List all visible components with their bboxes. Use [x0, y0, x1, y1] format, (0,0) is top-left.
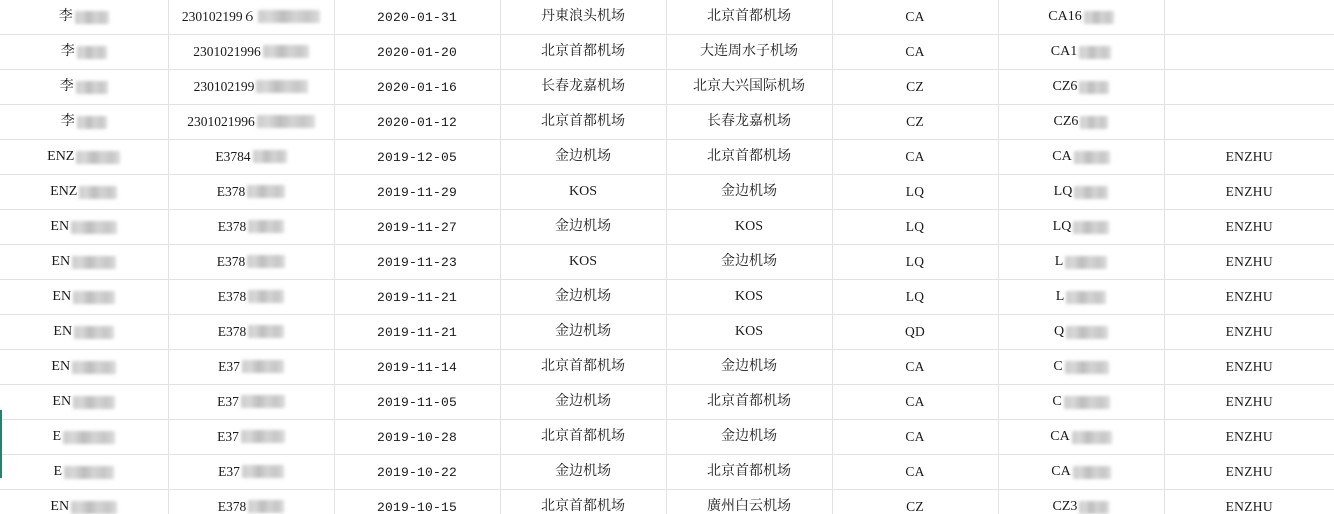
cell-id-number-text: E37 — [217, 429, 239, 444]
cell-source — [1164, 105, 1334, 140]
cell-source — [1164, 210, 1334, 245]
cell-flight-date — [334, 35, 500, 70]
redaction-block — [1084, 11, 1114, 24]
cell-arrival-airport — [666, 35, 832, 70]
cell-airline-code — [832, 175, 998, 210]
cell-arrival-airport-text: KOS — [734, 219, 763, 234]
cell-airline-code — [832, 245, 998, 280]
cell-source-text: ENZHU — [1225, 289, 1273, 304]
cell-id-number-text: 230102199６ — [181, 9, 257, 24]
cell-arrival-airport-text: 北京大兴国际机场 — [693, 79, 805, 94]
redaction-block — [1066, 326, 1108, 339]
redaction-block — [247, 185, 285, 198]
cell-id-number-text: 2301021996 — [193, 44, 261, 59]
redaction-block — [1066, 291, 1106, 304]
redaction-block — [72, 256, 116, 269]
cell-arrival-airport-text: 金边机场 — [721, 184, 777, 199]
cell-arrival-airport-text: 北京首都机场 — [707, 394, 791, 409]
cell-departure-airport-text: 北京首都机场 — [541, 429, 625, 444]
cell-id-number — [168, 70, 334, 105]
cell-departure-airport — [500, 70, 666, 105]
cell-passenger-name — [0, 455, 168, 490]
cell-flight-number — [998, 70, 1164, 105]
cell-airline-code — [832, 350, 998, 385]
cell-airline-code — [832, 420, 998, 455]
row-edge-marker-2 — [0, 444, 2, 478]
cell-source-text: ENZHU — [1225, 184, 1273, 199]
cell-source-text: ENZHU — [1225, 254, 1273, 269]
cell-flight-number-text: LQ — [1052, 219, 1072, 234]
cell-airline-code-text: CA — [905, 9, 925, 24]
table-row[interactable] — [0, 315, 1334, 350]
cell-flight-date-text: 2019-11-21 — [376, 324, 457, 340]
cell-airline-code — [832, 455, 998, 490]
table-row[interactable] — [0, 420, 1334, 455]
cell-flight-date-text: 2020-01-12 — [376, 114, 457, 130]
cell-source — [1164, 385, 1334, 420]
table-row[interactable] — [0, 280, 1334, 315]
cell-departure-airport — [500, 210, 666, 245]
cell-arrival-airport — [666, 210, 832, 245]
redaction-block — [248, 325, 284, 338]
cell-flight-date-text: 2019-10-28 — [376, 429, 457, 445]
cell-flight-date — [334, 175, 500, 210]
cell-passenger-name-text: E — [53, 464, 63, 479]
cell-arrival-airport-text: 北京首都机场 — [707, 149, 791, 164]
cell-flight-number-text: CA — [1051, 464, 1071, 479]
cell-passenger-name — [0, 315, 168, 350]
cell-airline-code — [832, 105, 998, 140]
cell-flight-date-text: 2019-11-27 — [376, 219, 457, 235]
cell-id-number — [168, 210, 334, 245]
cell-airline-code-text: CA — [905, 394, 925, 409]
cell-passenger-name — [0, 245, 168, 280]
cell-flight-number-text: LQ — [1053, 184, 1073, 199]
redaction-block — [241, 395, 285, 408]
redaction-block — [1073, 466, 1111, 479]
cell-arrival-airport — [666, 420, 832, 455]
redaction-block — [263, 45, 309, 58]
cell-id-number — [168, 175, 334, 210]
cell-id-number — [168, 350, 334, 385]
cell-arrival-airport — [666, 175, 832, 210]
cell-passenger-name-text: EN — [52, 289, 72, 304]
cell-departure-airport-text: 金边机场 — [555, 149, 611, 164]
cell-flight-date-text: 2019-11-05 — [376, 394, 457, 410]
cell-flight-number — [998, 105, 1164, 140]
cell-flight-date-text: 2019-11-23 — [376, 254, 457, 270]
cell-passenger-name-text: EN — [50, 499, 70, 514]
cell-departure-airport-text: 北京首都机场 — [541, 359, 625, 374]
cell-arrival-airport-text: 金边机场 — [721, 254, 777, 269]
cell-airline-code-text: LQ — [905, 184, 925, 199]
cell-passenger-name-text: EN — [53, 324, 73, 339]
redaction-block — [242, 465, 284, 478]
cell-departure-airport — [500, 35, 666, 70]
cell-airline-code-text: LQ — [905, 289, 925, 304]
redaction-block — [72, 361, 116, 374]
cell-arrival-airport — [666, 350, 832, 385]
cell-passenger-name — [0, 385, 168, 420]
cell-departure-airport-text: 长春龙嘉机场 — [541, 79, 625, 94]
cell-arrival-airport — [666, 280, 832, 315]
cell-passenger-name — [0, 105, 168, 140]
cell-airline-code-text: QD — [904, 324, 926, 339]
cell-airline-code — [832, 0, 998, 35]
cell-id-number — [168, 0, 334, 35]
cell-airline-code — [832, 140, 998, 175]
table-row[interactable] — [0, 140, 1334, 175]
cell-id-number — [168, 490, 334, 514]
cell-departure-airport — [500, 245, 666, 280]
cell-source — [1164, 175, 1334, 210]
table-row[interactable] — [0, 0, 1334, 35]
cell-flight-date-text: 2020-01-20 — [376, 44, 457, 60]
cell-airline-code-text: CA — [905, 429, 925, 444]
cell-departure-airport — [500, 385, 666, 420]
cell-flight-date — [334, 70, 500, 105]
cell-passenger-name-text: 李 — [60, 114, 75, 129]
cell-flight-date-text: 2019-10-15 — [376, 499, 457, 514]
cell-flight-date — [334, 350, 500, 385]
cell-airline-code-text: CA — [905, 44, 925, 59]
cell-flight-date-text: 2019-11-14 — [376, 359, 457, 375]
cell-id-number-text: E37 — [218, 464, 240, 479]
redaction-block — [74, 326, 114, 339]
cell-source-text: ENZHU — [1225, 324, 1273, 339]
cell-id-number-text: E378 — [217, 324, 247, 339]
cell-arrival-airport — [666, 0, 832, 35]
cell-departure-airport-text: KOS — [568, 184, 597, 199]
cell-passenger-name-text: 李 — [60, 44, 75, 59]
cell-flight-number — [998, 385, 1164, 420]
cell-id-number — [168, 420, 334, 455]
cell-flight-date — [334, 385, 500, 420]
cell-flight-number — [998, 490, 1164, 514]
cell-id-number-text: E378 — [217, 499, 247, 514]
cell-airline-code-text: LQ — [905, 219, 925, 234]
cell-id-number-text: E378 — [217, 289, 247, 304]
table-row[interactable] — [0, 455, 1334, 490]
cell-source — [1164, 0, 1334, 35]
cell-flight-number-text: Q — [1053, 324, 1065, 339]
redaction-block — [1074, 151, 1110, 164]
cell-flight-number — [998, 420, 1164, 455]
cell-id-number — [168, 245, 334, 280]
cell-departure-airport — [500, 420, 666, 455]
cell-arrival-airport — [666, 245, 832, 280]
cell-source — [1164, 70, 1334, 105]
redaction-block — [63, 431, 115, 444]
cell-passenger-name — [0, 280, 168, 315]
cell-departure-airport — [500, 0, 666, 35]
redaction-block — [76, 151, 120, 164]
cell-source-text: ENZHU — [1225, 394, 1273, 409]
cell-source — [1164, 490, 1334, 514]
cell-departure-airport-text: 金边机场 — [555, 394, 611, 409]
cell-passenger-name — [0, 35, 168, 70]
cell-arrival-airport — [666, 140, 832, 175]
cell-flight-number — [998, 210, 1164, 245]
cell-passenger-name — [0, 350, 168, 385]
cell-airline-code — [832, 385, 998, 420]
cell-flight-date — [334, 245, 500, 280]
cell-source — [1164, 315, 1334, 350]
cell-source — [1164, 245, 1334, 280]
cell-passenger-name — [0, 70, 168, 105]
cell-id-number-text: E378 — [217, 219, 247, 234]
redaction-block — [248, 500, 284, 513]
cell-flight-number — [998, 455, 1164, 490]
cell-departure-airport-text: 北京首都机场 — [541, 114, 625, 129]
cell-flight-date — [334, 0, 500, 35]
cell-flight-number-text: CA — [1052, 149, 1072, 164]
cell-flight-date-text: 2020-01-31 — [376, 9, 457, 25]
redaction-block — [258, 10, 320, 23]
table-row[interactable] — [0, 175, 1334, 210]
cell-passenger-name — [0, 420, 168, 455]
cell-id-number-text: E378 — [216, 184, 246, 199]
cell-passenger-name-text: ENZ — [47, 149, 75, 164]
redaction-block — [1065, 256, 1107, 269]
cell-arrival-airport — [666, 490, 832, 514]
cell-airline-code — [832, 70, 998, 105]
cell-flight-number-text: CA1 — [1050, 44, 1078, 59]
cell-id-number-text: E378 — [216, 254, 246, 269]
cell-arrival-airport-text: 北京首都机场 — [707, 9, 791, 24]
cell-flight-date-text: 2019-11-21 — [376, 289, 457, 305]
table-row[interactable] — [0, 490, 1334, 514]
cell-flight-number-text: C — [1052, 394, 1062, 409]
redaction-block — [71, 221, 117, 234]
cell-departure-airport-text: 北京首都机场 — [541, 44, 625, 59]
cell-flight-date-text: 2019-12-05 — [376, 149, 457, 165]
cell-arrival-airport-text: 北京首都机场 — [707, 464, 791, 479]
redaction-block — [248, 290, 284, 303]
redaction-block — [242, 360, 284, 373]
cell-passenger-name — [0, 140, 168, 175]
redaction-block — [1065, 361, 1109, 374]
cell-flight-number-text: CA — [1050, 429, 1070, 444]
cell-id-number — [168, 315, 334, 350]
cell-source — [1164, 350, 1334, 385]
cell-flight-number — [998, 315, 1164, 350]
cell-arrival-airport — [666, 70, 832, 105]
cell-source-text: ENZHU — [1225, 429, 1273, 444]
redaction-block — [77, 116, 107, 129]
cell-flight-date — [334, 490, 500, 514]
cell-flight-number-text: CZ6 — [1052, 79, 1078, 94]
cell-source — [1164, 455, 1334, 490]
cell-id-number-text: E37 — [218, 359, 240, 374]
cell-airline-code — [832, 315, 998, 350]
redaction-block — [253, 150, 287, 163]
cell-id-number — [168, 140, 334, 175]
redaction-block — [1074, 186, 1108, 199]
cell-passenger-name-text: ENZ — [50, 184, 78, 199]
cell-arrival-airport-text: 大连周水子机场 — [700, 44, 798, 59]
cell-departure-airport-text: 金边机场 — [555, 464, 611, 479]
cell-airline-code-text: CA — [905, 464, 925, 479]
cell-flight-number-text: CA16 — [1048, 9, 1082, 24]
cell-source-text: ENZHU — [1225, 359, 1273, 374]
cell-id-number-text: E37 — [217, 394, 239, 409]
cell-source-text: ENZHU — [1225, 149, 1273, 164]
cell-flight-number-text: CZ6 — [1053, 114, 1079, 129]
cell-flight-date — [334, 315, 500, 350]
redaction-block — [1080, 116, 1108, 129]
cell-departure-airport — [500, 315, 666, 350]
cell-flight-date-text: 2019-10-22 — [376, 464, 457, 480]
cell-flight-date — [334, 210, 500, 245]
redaction-block — [248, 220, 284, 233]
table-row[interactable] — [0, 350, 1334, 385]
cell-flight-number-text: CZ3 — [1052, 499, 1078, 514]
cell-id-number — [168, 35, 334, 70]
redaction-block — [77, 46, 107, 59]
cell-airline-code — [832, 35, 998, 70]
cell-arrival-airport — [666, 455, 832, 490]
cell-source-text: ENZHU — [1225, 499, 1273, 514]
cell-arrival-airport-text: KOS — [734, 324, 763, 339]
cell-passenger-name — [0, 210, 168, 245]
cell-id-number-text: E3784 — [215, 149, 251, 164]
cell-departure-airport — [500, 350, 666, 385]
cell-airline-code-text: CA — [905, 359, 925, 374]
redaction-block — [1064, 396, 1110, 409]
cell-departure-airport-text: 金边机场 — [555, 219, 611, 234]
table-row[interactable] — [0, 385, 1334, 420]
cell-source — [1164, 420, 1334, 455]
cell-flight-number — [998, 280, 1164, 315]
cell-passenger-name-text: EN — [52, 394, 72, 409]
redaction-block — [73, 291, 115, 304]
cell-airline-code-text: CZ — [906, 499, 924, 514]
cell-departure-airport-text: 金边机场 — [555, 324, 611, 339]
table-row[interactable] — [0, 245, 1334, 280]
cell-airline-code-text: CZ — [906, 114, 924, 129]
cell-airline-code-text: CA — [905, 149, 925, 164]
cell-airline-code — [832, 280, 998, 315]
cell-arrival-airport-text: KOS — [734, 289, 763, 304]
cell-departure-airport-text: 丹東浪头机场 — [541, 9, 625, 24]
cell-departure-airport — [500, 105, 666, 140]
cell-departure-airport-text: KOS — [568, 254, 597, 269]
table-row[interactable] — [0, 70, 1334, 105]
cell-flight-number — [998, 245, 1164, 280]
redaction-block — [79, 186, 117, 199]
redaction-block — [257, 115, 315, 128]
cell-flight-number — [998, 0, 1164, 35]
cell-id-number-text: 2301021996 — [187, 114, 255, 129]
table-row[interactable] — [0, 105, 1334, 140]
cell-id-number — [168, 385, 334, 420]
cell-passenger-name-text: EN — [51, 359, 71, 374]
cell-departure-airport — [500, 175, 666, 210]
cell-passenger-name-text: EN — [51, 254, 71, 269]
cell-id-number — [168, 105, 334, 140]
redaction-block — [256, 80, 308, 93]
cell-passenger-name — [0, 175, 168, 210]
cell-flight-number-text: L — [1054, 254, 1064, 269]
cell-flight-date-text: 2019-11-29 — [376, 184, 457, 200]
cell-passenger-name — [0, 490, 168, 514]
cell-id-number — [168, 455, 334, 490]
cell-flight-date — [334, 280, 500, 315]
cell-airline-code-text: LQ — [905, 254, 925, 269]
cell-id-number — [168, 280, 334, 315]
redaction-block — [64, 466, 114, 479]
redaction-block — [241, 430, 285, 443]
cell-flight-date — [334, 105, 500, 140]
cell-arrival-airport-text: 长春龙嘉机场 — [707, 114, 791, 129]
cell-flight-date — [334, 140, 500, 175]
cell-passenger-name — [0, 0, 168, 35]
redaction-block — [1079, 46, 1111, 59]
cell-passenger-name-text: EN — [50, 219, 70, 234]
cell-departure-airport-text: 金边机场 — [555, 289, 611, 304]
cell-arrival-airport — [666, 105, 832, 140]
cell-airline-code — [832, 210, 998, 245]
cell-flight-number — [998, 35, 1164, 70]
cell-departure-airport — [500, 140, 666, 175]
redaction-block — [1072, 431, 1112, 444]
redaction-block — [247, 255, 285, 268]
cell-flight-date-text: 2020-01-16 — [376, 79, 457, 95]
redaction-block — [75, 11, 109, 24]
cell-departure-airport-text: 北京首都机场 — [541, 499, 625, 514]
cell-airline-code — [832, 490, 998, 514]
cell-airline-code-text: CZ — [906, 79, 924, 94]
cell-passenger-name-text: E — [52, 429, 62, 444]
redaction-block — [76, 81, 108, 94]
redaction-block — [1079, 81, 1109, 94]
cell-passenger-name-text: 李 — [58, 9, 73, 24]
cell-departure-airport — [500, 490, 666, 514]
cell-flight-number-text: L — [1055, 289, 1065, 304]
redaction-block — [71, 501, 117, 514]
cell-arrival-airport — [666, 315, 832, 350]
cell-passenger-name-text: 李 — [59, 79, 74, 94]
redaction-block — [73, 396, 115, 409]
cell-source — [1164, 280, 1334, 315]
cell-flight-date — [334, 455, 500, 490]
cell-arrival-airport — [666, 385, 832, 420]
cell-arrival-airport-text: 廣州白云机场 — [707, 499, 791, 514]
cell-source-text: ENZHU — [1225, 464, 1273, 479]
cell-id-number-text: 230102199 — [193, 79, 255, 94]
cell-arrival-airport-text: 金边机场 — [721, 359, 777, 374]
row-edge-marker-1 — [0, 410, 2, 444]
cell-source — [1164, 35, 1334, 70]
cell-source — [1164, 140, 1334, 175]
cell-flight-number — [998, 350, 1164, 385]
cell-flight-number — [998, 175, 1164, 210]
redaction-block — [1073, 221, 1109, 234]
cell-departure-airport — [500, 280, 666, 315]
cell-arrival-airport-text: 金边机场 — [721, 429, 777, 444]
table-row[interactable] — [0, 35, 1334, 70]
cell-departure-airport — [500, 455, 666, 490]
table-row[interactable] — [0, 210, 1334, 245]
cell-flight-date — [334, 420, 500, 455]
cell-flight-number — [998, 140, 1164, 175]
cell-flight-number-text: C — [1053, 359, 1063, 374]
redaction-block — [1079, 501, 1109, 514]
cell-source-text: ENZHU — [1225, 219, 1273, 234]
